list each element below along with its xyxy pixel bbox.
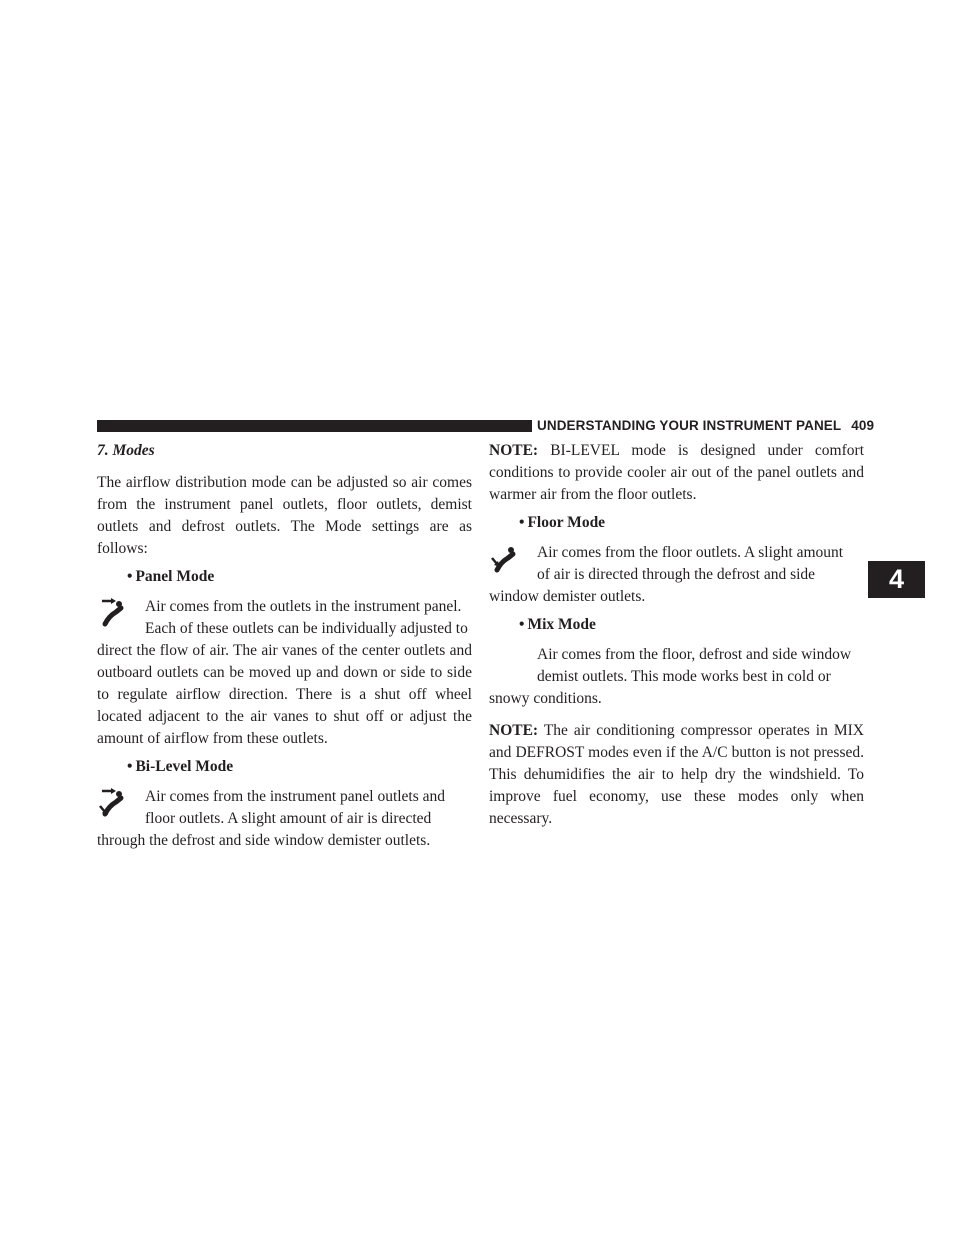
panel-mode-text-rest: direct the flow of air. The air vanes of the center outlets and outboard outlets can be moved up and down or side to side to regulate airflow direction. There is a shut off wheel located adjacent to the air vanes to shut off or adjust the amount of airflow from these outlets. (97, 642, 472, 747)
note-label: NOTE: (489, 442, 539, 459)
bullet-mix-mode: • Mix Mode (519, 616, 596, 633)
panel-mode-block (97, 596, 472, 750)
note-label: NOTE: (489, 722, 539, 739)
bilevel-mode-label: Bi-Level Mode (135, 758, 234, 775)
mix-mode-block (489, 644, 864, 710)
mix-mode-text-rest: snowy conditions. (489, 690, 602, 707)
chapter-tab: 4 (868, 561, 925, 598)
mix-mode-label: Mix Mode (527, 616, 596, 633)
header-title: UNDERSTANDING YOUR INSTRUMENT PANEL (537, 418, 842, 433)
bilevel-mode-icon (97, 786, 145, 830)
floor-mode-text-rest: window demister outlets. (489, 588, 646, 605)
floor-mode-block (489, 542, 864, 608)
intro-paragraph: The airflow distribution mode can be adjusted so air comes from the instrument panel outlets, floor outlets, demist outlets and defrost outlets. The Mode settings are as follows: (97, 474, 472, 557)
running-header (537, 418, 874, 433)
note-compressor (489, 720, 864, 830)
note-bilevel (489, 440, 864, 506)
floor-mode-text-1: Air comes from the floor outlets. A slight amount (537, 544, 844, 561)
section-heading: 7. Modes (97, 442, 155, 459)
panel-mode-icon (97, 596, 145, 640)
bullet-floor-mode: • Floor Mode (519, 514, 606, 531)
right-column (489, 440, 864, 830)
bilevel-mode-text-2: floor outlets. A slight amount of air is directed (145, 810, 432, 827)
bilevel-mode-block (97, 786, 472, 852)
header-rule (97, 420, 532, 432)
note-bilevel-text: BI-LEVEL mode is designed under comfort conditions to provide cooler air out of the panel outlets and warmer air from the floor outlets. (489, 442, 864, 503)
floor-mode-label: Floor Mode (527, 514, 606, 531)
mix-mode-text-2: demist outlets. This mode works best in cold or (537, 668, 831, 685)
mix-mode-text-1: Air comes from the floor, defrost and side window (537, 646, 852, 663)
panel-mode-text-1: Air comes from the outlets in the instrument panel. (145, 598, 462, 615)
panel-mode-label: Panel Mode (135, 568, 215, 585)
panel-mode-text-2: Each of these outlets can be individually adjusted to (145, 620, 468, 637)
note-compressor-text: The air conditioning compressor operates in MIX and DEFROST modes even if the A/C button is not pressed. This dehumidifies the air to help dry the windshield. To improve fuel economy, use these modes only when necessary. (489, 722, 864, 827)
floor-mode-icon (489, 542, 537, 586)
left-column (97, 440, 472, 852)
bilevel-mode-text-1: Air comes from the instrument panel outlets and (145, 788, 446, 805)
page-number: 409 (851, 418, 875, 433)
bullet-bilevel-mode: • Bi-Level Mode (127, 758, 234, 775)
bullet-panel-mode: • Panel Mode (127, 568, 215, 585)
bilevel-mode-text-rest: through the defrost and side window demister outlets. (97, 832, 431, 849)
floor-mode-text-2: of air is directed through the defrost and side (537, 566, 816, 583)
